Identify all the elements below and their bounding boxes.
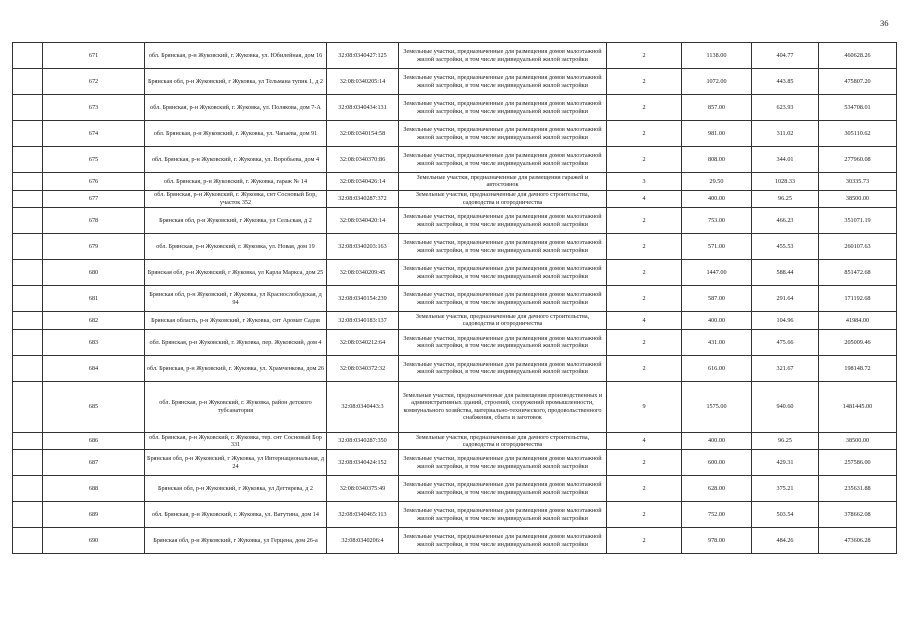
table-row: [13, 355, 897, 381]
group-cell: 4: [607, 190, 682, 208]
row-number: 672: [43, 69, 145, 95]
area-cell: 808.00: [682, 147, 752, 173]
address-cell: обл. Брянская, р-н Жуковский, г. Жуковка, гараж № 14: [145, 173, 327, 191]
area-cell: 431.00: [682, 329, 752, 355]
group-cell: 2: [607, 208, 682, 234]
cadastral-value-cell: 473606.28: [819, 528, 897, 554]
land-use-cell: Земельные участки, предназначенные для размещения домов малоэтажной жилой застройки, в том числе индивидуальной жилой застройки: [399, 208, 607, 234]
cadastral-value-cell: 851472.68: [819, 260, 897, 286]
area-cell: 978.00: [682, 528, 752, 554]
cadastral-value-cell: 30335.73: [819, 173, 897, 191]
cadastral-number-cell: 32:08:0340372:32: [327, 355, 399, 381]
land-use-cell: Земельные участки, предназначенные для размещения домов малоэтажной жилой застройки, в том числе индивидуальной жилой застройки: [399, 69, 607, 95]
land-use-cell: Земельные участки, предназначенные для размещения домов малоэтажной жилой застройки, в том числе индивидуальной жилой застройки: [399, 234, 607, 260]
address-cell: Брянская обл, р-н Жуковский, г Жуковка, ул Дегтярева, д 2: [145, 476, 327, 502]
address-cell: Брянская обл, р-н Жуковский, г Жуковка, ул Краснослободская, д 94: [145, 286, 327, 312]
group-cell: 2: [607, 121, 682, 147]
empty-cell: [13, 190, 43, 208]
cadastral-value-cell: 205009.46: [819, 329, 897, 355]
specific-value-cell: 375.21: [752, 476, 819, 502]
cadastral-number-cell: 32:08:0340287:372: [327, 190, 399, 208]
area-cell: 628.00: [682, 476, 752, 502]
address-cell: Брянская обл, р-н Жуковский, г Жуковка, ул Карла Маркса, дом 25: [145, 260, 327, 286]
specific-value-cell: 1028.33: [752, 173, 819, 191]
cadastral-number-cell: 32:08:0340375:49: [327, 476, 399, 502]
area-cell: 29.50: [682, 173, 752, 191]
group-cell: 9: [607, 381, 682, 432]
empty-cell: [13, 329, 43, 355]
cadastral-number-cell: 32:08:0340434:131: [327, 95, 399, 121]
address-cell: обл. Брянская, р-н Жуковский, г. Жуковка, пер. Жуковский, дом 4: [145, 329, 327, 355]
row-number: 671: [43, 43, 145, 69]
empty-cell: [13, 260, 43, 286]
cadastral-number-cell: 32:08:0340424:152: [327, 450, 399, 476]
cadastral-number-cell: 32:08:0340426:14: [327, 173, 399, 191]
cadastral-number-cell: 32:08:0340205:14: [327, 69, 399, 95]
cadastral-number-cell: 32:08:0340209:45: [327, 260, 399, 286]
area-cell: 600.00: [682, 450, 752, 476]
cadastral-value-cell: 257586.00: [819, 450, 897, 476]
address-cell: Брянская обл, р-н Жуковский, г Жуковка, ул Тельмана тупик 1, д 2: [145, 69, 327, 95]
table-row: [13, 43, 897, 69]
row-number: 674: [43, 121, 145, 147]
specific-value-cell: 104.96: [752, 312, 819, 330]
table-row: [13, 432, 897, 450]
land-use-cell: Земельные участки, предназначенные для размещения домов малоэтажной жилой застройки, в том числе индивидуальной жилой застройки: [399, 502, 607, 528]
empty-cell: [13, 381, 43, 432]
specific-value-cell: 466.23: [752, 208, 819, 234]
table-row: [13, 173, 897, 191]
group-cell: 2: [607, 450, 682, 476]
address-cell: обл. Брянская, р-н Жуковский, г. Жуковка, ул. Новая, дом 19: [145, 234, 327, 260]
cadastral-value-cell: 171192.68: [819, 286, 897, 312]
group-cell: 2: [607, 355, 682, 381]
land-use-cell: Земельные участки, предназначенные для размещения домов малоэтажной жилой застройки, в том числе индивидуальной жилой застройки: [399, 355, 607, 381]
page-number: 36: [880, 18, 889, 28]
table-row: [13, 312, 897, 330]
row-number: 673: [43, 95, 145, 121]
empty-cell: [13, 121, 43, 147]
table-row: [13, 329, 897, 355]
row-number: 675: [43, 147, 145, 173]
table-row: [13, 502, 897, 528]
address-cell: обл. Брянская, р-н Жуковский, г. Жуковка, ул. Юбилейная, дом 16: [145, 43, 327, 69]
land-use-cell: Земельные участки, предназначенные для размещения домов малоэтажной жилой застройки, в том числе индивидуальной жилой застройки: [399, 450, 607, 476]
table-row: [13, 450, 897, 476]
empty-cell: [13, 234, 43, 260]
address-cell: Брянская обл, р-н Жуковский, г Жуковка, ул Герцена, дом 26-а: [145, 528, 327, 554]
empty-cell: [13, 69, 43, 95]
specific-value-cell: 484.26: [752, 528, 819, 554]
area-cell: 571.00: [682, 234, 752, 260]
empty-cell: [13, 355, 43, 381]
specific-value-cell: 311.02: [752, 121, 819, 147]
empty-cell: [13, 208, 43, 234]
empty-cell: [13, 95, 43, 121]
specific-value-cell: 404.77: [752, 43, 819, 69]
area-cell: 587.00: [682, 286, 752, 312]
area-cell: 1447.00: [682, 260, 752, 286]
cadastral-number-cell: 32:08:0340203:163: [327, 234, 399, 260]
empty-cell: [13, 450, 43, 476]
cadastral-number-cell: 32:08:0340287:350: [327, 432, 399, 450]
row-number: 680: [43, 260, 145, 286]
group-cell: 2: [607, 502, 682, 528]
table-row: [13, 190, 897, 208]
land-use-cell: Земельные участки, предназначенные для размещения домов малоэтажной жилой застройки, в том числе индивидуальной жилой застройки: [399, 95, 607, 121]
cadastral-value-cell: 235631.88: [819, 476, 897, 502]
land-use-cell: Земельные участки, предназначенные для размещения домов малоэтажной жилой застройки, в том числе индивидуальной жилой застройки: [399, 286, 607, 312]
land-use-cell: Земельные участки, предназначенные для размещения домов малоэтажной жилой застройки, в том числе индивидуальной жилой застройки: [399, 329, 607, 355]
specific-value-cell: 96.25: [752, 432, 819, 450]
specific-value-cell: 503.54: [752, 502, 819, 528]
address-cell: Брянская обл, р-н Жуковский, г Жуковка, ул Сельская, д 2: [145, 208, 327, 234]
row-number: 679: [43, 234, 145, 260]
address-cell: обл. Брянская, р-н Жуковский, г. Жуковка, район детского тубсанатория: [145, 381, 327, 432]
area-cell: 1072.00: [682, 69, 752, 95]
address-cell: обл. Брянская, р-н Жуковский, г. Жуковка, ул. Ватутина, дом 14: [145, 502, 327, 528]
cadastral-value-cell: 475807.20: [819, 69, 897, 95]
land-use-cell: Земельные участки, предназначенные для размещения домов малоэтажной жилой застройки, в том числе индивидуальной жилой застройки: [399, 147, 607, 173]
address-cell: обл. Брянская, р-н Жуковский, г. Жуковка, снт Сосновый Бор, участок 352: [145, 190, 327, 208]
specific-value-cell: 443.85: [752, 69, 819, 95]
table-row: [13, 286, 897, 312]
table-row: [13, 234, 897, 260]
empty-cell: [13, 286, 43, 312]
group-cell: 2: [607, 234, 682, 260]
area-cell: 1138.00: [682, 43, 752, 69]
table-row: [13, 476, 897, 502]
row-number: 677: [43, 190, 145, 208]
group-cell: 2: [607, 528, 682, 554]
land-use-cell: Земельные участки, предназначенные для размещения домов малоэтажной жилой застройки, в том числе индивидуальной жилой застройки: [399, 43, 607, 69]
group-cell: 2: [607, 260, 682, 286]
cadastral-number-cell: 32:08:0340206:4: [327, 528, 399, 554]
row-number: 678: [43, 208, 145, 234]
cadastral-number-cell: 32:08:0340427:125: [327, 43, 399, 69]
empty-cell: [13, 432, 43, 450]
table-row: [13, 208, 897, 234]
area-cell: 857.00: [682, 95, 752, 121]
group-cell: 3: [607, 173, 682, 191]
cadastral-value-cell: 38500.00: [819, 190, 897, 208]
cadastral-value-cell: 534708.01: [819, 95, 897, 121]
group-cell: 2: [607, 43, 682, 69]
address-cell: обл. Брянская, р-н Жуковский, г. Жуковка, ул. Воробьева, дом 4: [145, 147, 327, 173]
cadastral-value-cell: 305110.62: [819, 121, 897, 147]
specific-value-cell: 429.31: [752, 450, 819, 476]
cadastral-value-cell: 460628.26: [819, 43, 897, 69]
area-cell: 981.00: [682, 121, 752, 147]
area-cell: 753.00: [682, 208, 752, 234]
group-cell: 4: [607, 312, 682, 330]
land-use-cell: Земельные участки, предназначенные для размещения домов малоэтажной жилой застройки, в том числе индивидуальной жилой застройки: [399, 121, 607, 147]
address-cell: обл. Брянская, р-н Жуковский, г. Жуковка, ул. Чапаева, дом 91: [145, 121, 327, 147]
cadastral-value-cell: 260107.63: [819, 234, 897, 260]
specific-value-cell: 291.64: [752, 286, 819, 312]
area-cell: 400.00: [682, 312, 752, 330]
row-number: 676: [43, 173, 145, 191]
cadastral-number-cell: 32:08:0340154:58: [327, 121, 399, 147]
address-cell: обл. Брянская, р-н Жуковский, г. Жуковка, ул. Храмченкова, дом 26: [145, 355, 327, 381]
row-number: 689: [43, 502, 145, 528]
row-number: 684: [43, 355, 145, 381]
area-cell: 400.00: [682, 432, 752, 450]
cadastral-number-cell: 32:08:0340420:14: [327, 208, 399, 234]
cadastral-value-cell: 378662.08: [819, 502, 897, 528]
cadastral-number-cell: 32:08:0340465:113: [327, 502, 399, 528]
row-number: 682: [43, 312, 145, 330]
table-row: [13, 528, 897, 554]
empty-cell: [13, 173, 43, 191]
group-cell: 2: [607, 476, 682, 502]
area-cell: 1575.00: [682, 381, 752, 432]
table-row: [13, 381, 897, 432]
specific-value-cell: 455.53: [752, 234, 819, 260]
specific-value-cell: 344.01: [752, 147, 819, 173]
group-cell: 4: [607, 432, 682, 450]
cadastral-number-cell: 32:08:0340443:3: [327, 381, 399, 432]
group-cell: 2: [607, 329, 682, 355]
cadastral-value-cell: 198148.72: [819, 355, 897, 381]
cadastral-number-cell: 32:08:0340370:86: [327, 147, 399, 173]
land-use-cell: Земельные участки, предназначенные для дачного строительства, садоводства и огородничества: [399, 190, 607, 208]
cadastral-value-table: [12, 42, 897, 554]
empty-cell: [13, 312, 43, 330]
land-use-cell: Земельные участки, предназначенные для размещения домов малоэтажной жилой застройки, в том числе индивидуальной жилой застройки: [399, 528, 607, 554]
empty-cell: [13, 476, 43, 502]
table-row: [13, 69, 897, 95]
address-cell: Брянская область, р-н Жуковский, г Жуковка, снт Аромат Садов: [145, 312, 327, 330]
land-use-cell: Земельные участки, предназначенные для размещения домов малоэтажной жилой застройки, в том числе индивидуальной жилой застройки: [399, 476, 607, 502]
empty-cell: [13, 147, 43, 173]
cadastral-number-cell: 32:08:0340212:64: [327, 329, 399, 355]
table-row: [13, 95, 897, 121]
cadastral-number-cell: 32:08:0340154:239: [327, 286, 399, 312]
address-cell: Брянская обл, р-н Жуковский, г Жуковка, ул Интернациональная, д 24: [145, 450, 327, 476]
specific-value-cell: 96.25: [752, 190, 819, 208]
group-cell: 2: [607, 286, 682, 312]
cadastral-value-cell: 351071.19: [819, 208, 897, 234]
specific-value-cell: 940.60: [752, 381, 819, 432]
area-cell: 752.00: [682, 502, 752, 528]
empty-cell: [13, 43, 43, 69]
specific-value-cell: 475.66: [752, 329, 819, 355]
row-number: 690: [43, 528, 145, 554]
group-cell: 2: [607, 95, 682, 121]
address-cell: обл. Брянская, р-н Жуковский, г. Жуковка, ул. Полякова, дом 7-А: [145, 95, 327, 121]
cadastral-value-cell: 38500.00: [819, 432, 897, 450]
specific-value-cell: 623.93: [752, 95, 819, 121]
row-number: 685: [43, 381, 145, 432]
row-number: 688: [43, 476, 145, 502]
cadastral-value-cell: 41984.00: [819, 312, 897, 330]
land-use-cell: Земельные участки, предназначенные для размещения домов малоэтажной жилой застройки, в том числе индивидуальной жилой застройки: [399, 260, 607, 286]
group-cell: 2: [607, 69, 682, 95]
land-use-cell: Земельные участки, предназначенные для дачного строительства, садоводства и огородничества: [399, 312, 607, 330]
table-body: [13, 43, 897, 554]
empty-cell: [13, 502, 43, 528]
specific-value-cell: 321.67: [752, 355, 819, 381]
address-cell: обл. Брянская, р-н Жуковский, г. Жуковка, тер. снт Сосновый Бор 331: [145, 432, 327, 450]
row-number: 681: [43, 286, 145, 312]
specific-value-cell: 588.44: [752, 260, 819, 286]
table-row: [13, 147, 897, 173]
table-row: [13, 260, 897, 286]
row-number: 683: [43, 329, 145, 355]
cadastral-value-cell: 1481445.00: [819, 381, 897, 432]
land-use-cell: Земельные участки, предназначенные для дачного строительства, садоводства и огородничества: [399, 432, 607, 450]
land-use-cell: Земельные участки, предназначенные для размещения производственных и административных зданий, строений, сооружений промышленности, коммунального хозяйства, материально-технического, продовольственного снабжения, сбыта и заготовок: [399, 381, 607, 432]
row-number: 687: [43, 450, 145, 476]
area-cell: 400.00: [682, 190, 752, 208]
table-row: [13, 121, 897, 147]
empty-cell: [13, 528, 43, 554]
row-number: 686: [43, 432, 145, 450]
cadastral-number-cell: 32:08:0340183:137: [327, 312, 399, 330]
cadastral-value-cell: 277960.08: [819, 147, 897, 173]
area-cell: 616.00: [682, 355, 752, 381]
land-use-cell: Земельные участки, предназначенные для размещения гаражей и автостоянок: [399, 173, 607, 191]
group-cell: 2: [607, 147, 682, 173]
